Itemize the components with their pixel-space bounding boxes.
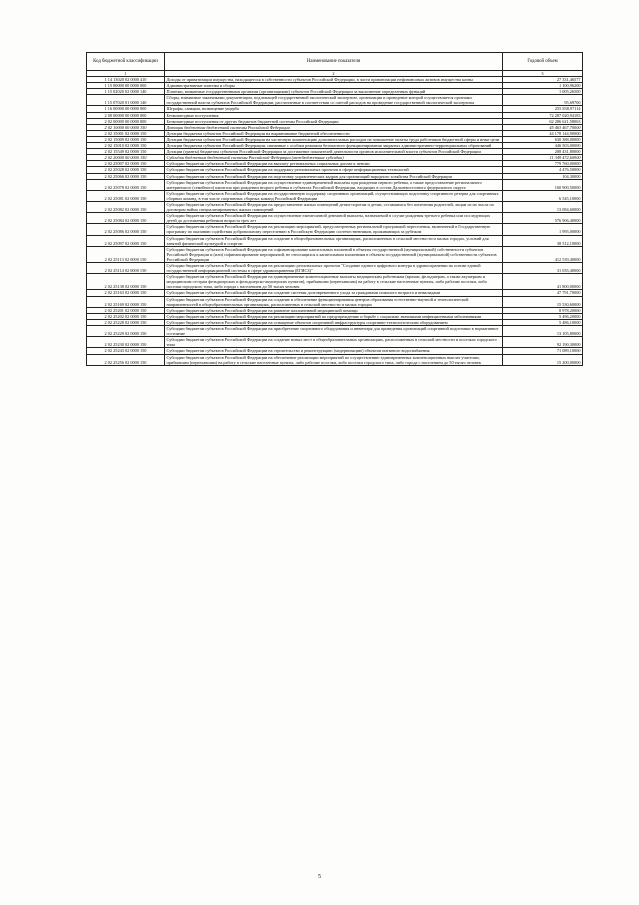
indicator-name: Дотации (гранты) бюджетам субъектов Российской Федерации за достижение показателей деятельности органов исполнительной власти субъектов Российской Федерации (165, 149, 503, 155)
header-name: Наименование показателя (165, 53, 503, 71)
indicator-name: Субсидии бюджетам субъектов Российской Федерации на единовременные компенсационные выплаты медицинским работникам (врачам, фельдшерам, а также акушеркам и медицинским сестрам фельдшерских и фельдшерско-акушерских пунктов), прибывшим (переехавшим) на работу в сельские населенные пункты, либо рабочие поселки, либо поселки городского типа, либо города с населением до 50 тысяч человек (165, 274, 503, 290)
annual-amount: 27 331,46577 (503, 77, 583, 83)
classification-code: 2 02 00000 00 0000 000 (87, 118, 165, 124)
annual-amount: 104,30000 (503, 173, 583, 179)
classification-code: 2 02 15001 02 0000 150 (87, 130, 165, 136)
indicator-name: Субсидии бюджетам субъектов Российской Федерации на приобретение спортивного оборудования и инвентаря для приведения организаций спортивной подготовки в нормативное состояние (165, 326, 503, 337)
indicator-name: Безвозмездные поступления (165, 112, 503, 118)
classification-code: 2 02 25066 02 0000 150 (87, 173, 165, 179)
annual-amount: 446 503,00000 (503, 143, 583, 149)
classification-code: 2 02 25256 02 0000 150 (87, 354, 165, 365)
indicator-name: Субсидии бюджетам субъектов Российской Федерации на создание в общеобразовательных организациях, расположенных в сельской местности и малых городах, условий для занятий физической культурой и спортом (165, 235, 503, 246)
classification-code: 2 02 15549 02 0000 150 (87, 149, 165, 155)
annual-amount: 38 512,10000 (503, 235, 583, 246)
table-header-row (87, 53, 583, 71)
table-row (87, 95, 583, 106)
header-code: Код бюджетной классификации (87, 53, 165, 71)
classification-code: 2 02 25169 02 0000 150 (87, 296, 165, 307)
classification-code: 1 16 00000 00 0000 000 (87, 106, 165, 112)
budget-revenue-table (86, 52, 583, 366)
header-sum: Годовой объем (503, 53, 583, 71)
table-row (87, 354, 583, 365)
annual-amount: 95,69700 (503, 95, 583, 106)
indicator-name: Субсидии бюджетам субъектов Российской Федерации на поддержку региональных проектов в сфере информационных технологий (165, 167, 503, 173)
indicator-name: Субсидии бюджетам субъектов Российской Федерации на развитие паллиативной медицинской помощи (165, 307, 503, 313)
indicator-name: Субсидии бюджетам бюджетной системы Российской Федерации (межбюджетные субсидии) (165, 155, 503, 161)
classification-code: 2 00 00000 00 0000 000 (87, 112, 165, 118)
annual-amount: 11 349 472,60900 (503, 155, 583, 161)
annual-amount: 92 190,30000 (503, 337, 583, 348)
classification-code: 2 02 25228 02 0000 150 (87, 319, 165, 325)
table-row (87, 190, 583, 201)
annual-amount: 31 035,40000 (503, 263, 583, 274)
classification-code: 2 02 25081 02 0000 150 (87, 190, 165, 201)
annual-amount: 47 791,70000 (503, 290, 583, 296)
annual-amount: 779 760,00000 (503, 161, 583, 167)
classification-code: 2 02 15009 02 0000 150 (87, 136, 165, 142)
table-row (87, 235, 583, 246)
indicator-name: Субсидии бюджетам субъектов Российской Федерации на оснащение объектов спортивной инфраструктуры спортивно-технологическим оборудованием (165, 319, 503, 325)
table-row (87, 326, 583, 337)
column-number-1: 1 (87, 71, 165, 77)
classification-code: 2 02 25078 02 0000 150 (87, 179, 165, 190)
annual-amount: 44 178 144,90000 (503, 130, 583, 136)
column-number-3: 3 (503, 71, 583, 77)
indicator-name: Платежи, взимаемые государственными органами (организациями) субъектов Российской Федерации за выполнение определенных функций (165, 89, 503, 95)
annual-amount: 4 476,50000 (503, 167, 583, 173)
table-body (87, 77, 583, 366)
annual-amount: 630 388,00000 (503, 136, 583, 142)
table-row (87, 296, 583, 307)
indicator-name: Безвозмездные поступления от других бюджетов бюджетной системы Российской Федерации (165, 118, 503, 124)
classification-code: 2 02 25113 02 0000 150 (87, 246, 165, 262)
annual-amount: 71 089,10000 (503, 348, 583, 354)
indicator-name: Субсидии бюджетам субъектов Российской Федерации на предоставление жилых помещений детям-сиротам и детям, оставшимся без попечения родителей, лицам из их числа по договорам найма специализированных жилых помещений (165, 201, 503, 212)
indicator-name: Дотации бюджетам субъектов Российской Федерации на выравнивание бюджетной обеспеченности (165, 130, 503, 136)
table-row (87, 201, 583, 212)
annual-amount: 8 978,20000 (503, 307, 583, 313)
classification-code: 2 02 25202 02 0000 150 (87, 313, 165, 319)
classification-code: 2 02 25097 02 0000 150 (87, 235, 165, 246)
annual-amount: 72 287 020,94183 (503, 112, 583, 118)
page-number: 5 (318, 874, 321, 880)
classification-code: 1 15 02020 02 0000 140 (87, 89, 165, 95)
classification-code: 2 02 25201 02 0000 150 (87, 307, 165, 313)
indicator-name: Сборы, взимаемые заказчиками документации, подлежащей государственной экологической экспертизе, организация и проведение которой осуществляется органами государственной власти субъектов Российской Федерации, рассчитанные в соответствии со сметой расходов на проведение государственной экологической экспертизы (165, 95, 503, 106)
classification-code: 2 02 10000 00 0000 150 (87, 124, 165, 130)
indicator-name: Субсидии бюджетам субъектов Российской Федерации на государственную поддержку спортивных организаций, осуществляющих подготовку спортивного резерва для спортивных сборных команд, в том числе спортивных сборных команд Российской Федерации (165, 190, 503, 201)
classification-code: 1 15 00000 00 0000 000 (87, 83, 165, 89)
indicator-name: Доходы от приватизации имущества, находящегося в собственности субъектов Российской Федерации, в части приватизации нефинансовых активов имущества казны (165, 77, 503, 83)
indicator-name: Дотации бюджетам бюджетной системы Российской Федерации (165, 124, 503, 130)
annual-amount: 6 545,10000 (503, 190, 583, 201)
annual-amount: 1 100,96200 (503, 83, 583, 89)
classification-code: 1 14 13020 02 0000 410 (87, 77, 165, 83)
classification-code: 2 02 25086 02 0000 150 (87, 224, 165, 235)
indicator-name: Субсидии бюджетам субъектов Российской Федерации на реализацию мероприятий по предупреждению и борьбе с социально значимыми инфекционными заболеваниями (165, 313, 503, 319)
table-row (87, 179, 583, 190)
indicator-name: Административные платежи и сборы (165, 83, 503, 89)
annual-amount: 5 486,10000 (503, 319, 583, 325)
annual-amount: 412 539,40000 (503, 246, 583, 262)
annual-amount: 15 200,00000 (503, 354, 583, 365)
annual-amount: 13 084,60000 (503, 201, 583, 212)
indicator-name: Субсидии бюджетам субъектов Российской Федерации на создание и обеспечение функционирования центров образования естественно-научной и технологической направленностей в общеобразовательных организациях, расположенных в сельской местности и малых городах (165, 296, 503, 307)
annual-amount: 62 286 621,58063 (503, 118, 583, 124)
indicator-name: Субсидии бюджетам субъектов Российской Федерации на подготовку управленческих кадров для организаций народного хозяйства Российской Федерации (165, 173, 503, 179)
classification-code: 2 02 20000 00 0000 150 (87, 155, 165, 161)
annual-amount: 1 005,26500 (503, 89, 583, 95)
table-row (87, 337, 583, 348)
classification-code: 2 02 25138 02 0000 150 (87, 274, 165, 290)
annual-amount: 160 900,50000 (503, 179, 583, 190)
classification-code: 1 15 07020 01 0000 140 (87, 95, 165, 106)
indicator-name: Субсидии бюджетам субъектов Российской Федерации на обеспечение реализации мероприятий по осуществлению единовременных компенсационных выплат учителям, прибывшим (переехавшим) на работу в сельские населенные пункты, либо рабочие поселки, либо поселки городского типа, либо города с населением до 50 тысяч человек (165, 354, 503, 365)
indicator-name: Дотации бюджетам субъектов Российской Федерации на частичную компенсацию дополнительных расходов на повышение оплаты труда работников бюджетной сферы и иные цели (165, 136, 503, 142)
classification-code: 2 02 25114 02 0000 150 (87, 263, 165, 274)
table-row (87, 213, 583, 224)
indicator-name: Субсидии бюджетам субъектов Российской Федерации на строительство и реконструкцию (модернизацию) объектов питьевого водоснабжения (165, 348, 503, 354)
indicator-name: Субсидии бюджетам субъектов Российской Федерации на реализацию региональных проектов "Создание единого цифрового контура в здравоохранении на основе единой государственной информационной системы в сфере здравоохранения (ЕГИСЗ)" (165, 263, 503, 274)
table-row (87, 224, 583, 235)
classification-code: 2 02 25082 02 0000 150 (87, 201, 165, 212)
annual-amount: 5 496,20000 (503, 313, 583, 319)
classification-code: 2 02 25230 02 0000 150 (87, 337, 165, 348)
annual-amount: 208 431,80000 (503, 149, 583, 155)
indicator-name: Субсидии бюджетам субъектов Российской Федерации на создание системы долговременного ухода за гражданами пожилого возраста и инвалидами (165, 290, 503, 296)
indicator-name: Субсидии бюджетам субъектов Российской Федерации на выплату региональных социальных доплат к пенсии (165, 161, 503, 167)
annual-amount: 1 995,00000 (503, 224, 583, 235)
classification-code: 2 02 25007 02 0000 150 (87, 161, 165, 167)
indicator-name: Субсидии бюджетам субъектов Российской Федерации на софинансирование капитальных вложений в объекты государственной (муниципальной) собственности субъектов Российской Федерации и (или) софинансирование мероприятий, не относящихся к капитальным вложениям в объекты государственной (муниципальной) собственности субъектов Российской Федерации (165, 246, 503, 262)
column-number-2: 2 (165, 71, 503, 77)
annual-amount: 576 906,40000 (503, 213, 583, 224)
indicator-name: Штрафы, санкции, возмещение ущерба (165, 106, 503, 112)
classification-code: 2 02 25028 02 0000 150 (87, 167, 165, 173)
indicator-name: Субсидии бюджетам субъектов Российской Федерации на осуществление единовременной выплаты при рождении первого ребенка, а также предоставление регионального материнского (семейного) капитала при рождении второго ребенка в субъектах Российской Федерации, входящих в состав Дальневосточного федерального округа (165, 179, 503, 190)
annual-amount: 15 530,60000 (503, 296, 583, 307)
indicator-name: Субсидии бюджетам субъектов Российской Федерации на реализацию мероприятий, предусмотренных региональной программой переселения, включенной в Государственную программу по оказанию содействия добровольному переселению в Российскую Федерацию соотечественников, проживающих за рубежом (165, 224, 503, 235)
table-row (87, 246, 583, 262)
annual-amount: 255 838,97114 (503, 106, 583, 112)
classification-code: 2 02 25084 02 0000 150 (87, 213, 165, 224)
table-row (87, 274, 583, 290)
classification-code: 2 02 25243 02 0000 150 (87, 348, 165, 354)
annual-amount: 41 800,00000 (503, 274, 583, 290)
table-row (87, 263, 583, 274)
indicator-name: Субсидии бюджетам субъектов Российской Федерации на создание новых мест в общеобразовательных организациях, расположенных в сельской местности и поселках городского типа (165, 337, 503, 348)
classification-code: 2 02 15010 02 0000 150 (87, 143, 165, 149)
indicator-name: Дотации бюджетам субъектов Российской Федерации, связанные с особым режимом безопасного функционирования закрытых административно-территориальных образований (165, 143, 503, 149)
annual-amount: 13 105,80000 (503, 326, 583, 337)
classification-code: 2 02 25163 02 0000 150 (87, 290, 165, 296)
indicator-name: Субсидии бюджетам субъектов Российской Федерации на осуществление ежемесячной денежной выплаты, назначаемой в случае рождения третьего ребенка или последующих детей до достижения ребенком возраста трех лет (165, 213, 503, 224)
annual-amount: 45 463 467,70000 (503, 124, 583, 130)
classification-code: 2 02 25229 02 0000 150 (87, 326, 165, 337)
